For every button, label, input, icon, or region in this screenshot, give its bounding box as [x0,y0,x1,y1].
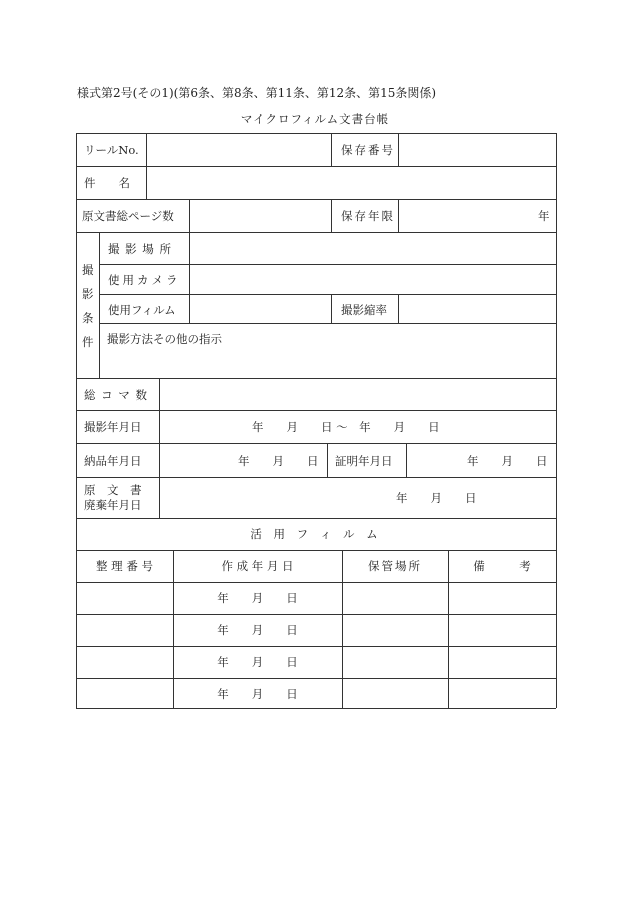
disposal-label-line2: 廃棄年月日 [84,498,142,512]
retention-label: 保存年限 [341,209,395,223]
frames-label: 総 コ マ 数 [84,388,148,402]
conditions-char-4: 件 [82,335,94,349]
rule [406,443,407,477]
rule [76,518,556,519]
delivery-date-label: 納品年月日 [84,454,142,468]
rule [76,199,556,200]
rule [398,133,399,166]
reel-no-label: リールNo. [84,143,139,157]
conditions-char-2: 影 [82,287,94,301]
rule [159,378,160,518]
disposal-date-value: 年 月 日 [396,491,477,505]
rule [76,614,556,615]
rule [99,323,556,324]
rule [76,443,556,444]
col-header-note: 備 考 [473,559,531,573]
rule [76,378,556,379]
disposal-label-line1: 原 文 書 [84,483,142,497]
table-row-date: 年 月 日 [217,687,298,701]
rule [76,166,556,167]
rule [189,199,190,323]
rule [76,477,556,478]
rule [327,443,328,477]
table-bottom-border [76,708,556,709]
rule [99,264,556,265]
shoot-date-label: 撮影年月日 [84,420,142,434]
form-title: マイクロフィルム文書台帳 [240,112,390,126]
conditions-char-1: 撮 [82,263,94,277]
rule [99,294,556,295]
shoot-date-range: 年 月 日 〜 年 月 日 [252,420,440,434]
rule [76,410,556,411]
rule [331,133,332,166]
conditions-char-3: 条 [82,311,94,325]
table-row-date: 年 月 日 [217,655,298,669]
col-header-date: 作 成 年 月 日 [221,559,294,573]
form-number: 様式第2号(その1)(第6条、第8条、第11条、第12条、第15条関係) [77,86,437,100]
col-header-number: 整 理 番 号 [96,559,153,573]
page-count-label: 原文書総ページ数 [82,209,174,223]
ratio-label: 撮影縮率 [341,303,387,317]
rule [76,582,556,583]
active-film-header: 活 用 フ ィ ル ム [250,527,382,541]
location-label: 撮 影 場 所 [108,242,172,256]
table-row-date: 年 月 日 [217,623,298,637]
method-label: 撮影方法その他の指示 [107,332,222,346]
table-row-date: 年 月 日 [217,591,298,605]
rule [448,550,449,708]
col-header-place: 保管場所 [368,559,422,573]
rule [99,232,100,378]
rule [76,678,556,679]
rule [398,199,399,232]
rule [76,550,556,551]
subject-label: 件 名 [84,176,130,190]
rule [331,199,332,232]
rule [342,550,343,708]
storage-no-label: 保存番号 [341,143,395,157]
rule [76,232,556,233]
retention-year-unit: 年 [538,209,550,223]
cert-date-value: 年 月 日 [467,454,548,468]
rule [331,294,332,323]
rule [398,294,399,323]
cert-date-label: 証明年月日 [335,454,393,468]
delivery-date-value: 年 月 日 [238,454,319,468]
film-label: 使用フィルム [108,303,176,317]
table-left-border [76,133,77,708]
table-right-border [556,133,557,708]
camera-label: 使用カメラ [108,273,181,287]
rule [146,133,147,199]
rule [76,646,556,647]
table-top-border [76,133,556,134]
